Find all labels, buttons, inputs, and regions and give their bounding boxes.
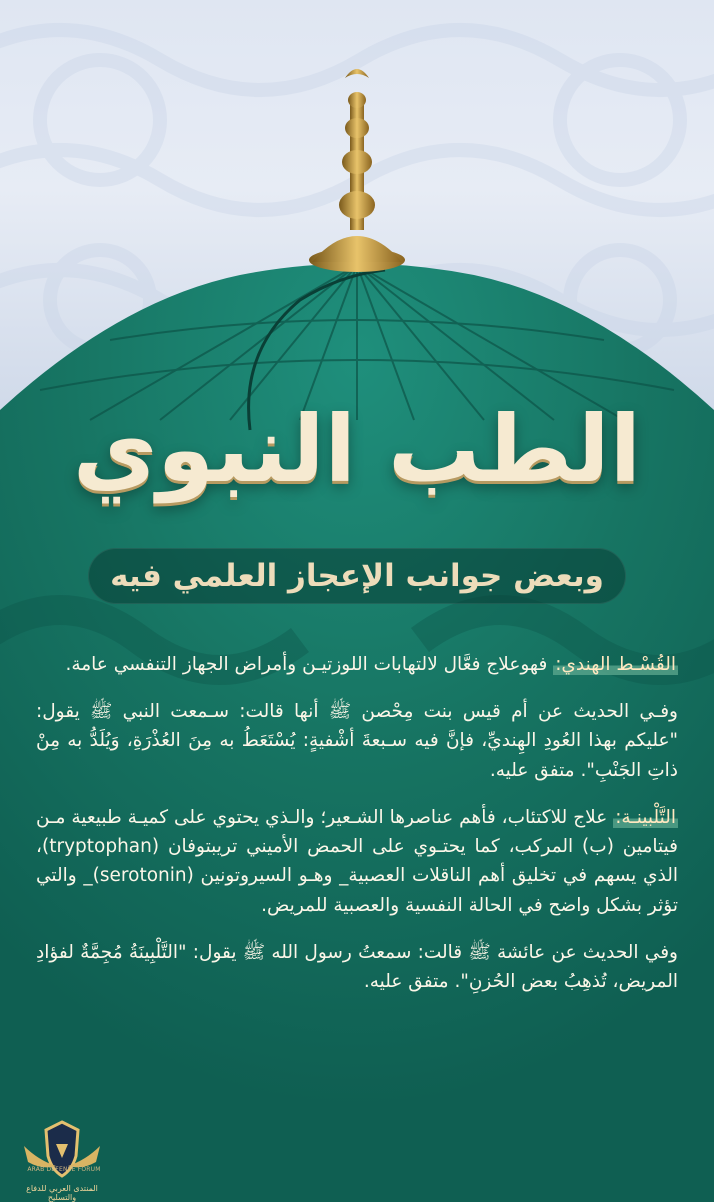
page-subtitle: وبعض جوانب الإعجاز العلمي فيه (110, 558, 604, 594)
paragraph-hadith-2 (36, 938, 678, 996)
article-body (36, 650, 678, 1014)
page-title: الطب النبوي (72, 396, 642, 503)
paragraph-text: علاج للاكتئاب، فأهم عناصرها الشـعير؛ والـذي يحتوي على كميـة طبيعية مـن فيتامين (ب) المركب، كما يحتـوي على الحمض الأميني تريبتوفان (tryptophan)، الذي يسهم في تخليق أهم الناقلات العصبية_ وهـو السيروتونين (serotonin)_ والتي تؤثر بشكل واضح في الحالة النفسية والعصبية للمريض. (36, 806, 678, 916)
logo-brand: ARAB DEFENSE FORUM (27, 1166, 101, 1173)
paragraph-costus (36, 650, 678, 679)
paragraph-text: فهوعلاج فعَّال لالتهابات اللوزتيـن وأمراض الجهاز التنفسي عامة. (65, 654, 554, 675)
paragraph-text: وفـي الحديث عن أم قيس بنت مِحْصن ﷺ أنها قالت: سـمعت النبي ﷺ يقول: "عليكم بهذا العُودِ الهِنديِّ، فإنَّ فيه سـبعةَ أشْفيةٍ: يُسْتَعَطُ به مِنَ العُذْرَةِ، وَيُلَدُّ به مِنْ ذاتِ الجَنْبِ". متفق عليه. (36, 701, 678, 781)
paragraph-talbina (36, 803, 678, 920)
term-talbina: التَّلْبينـة: (615, 806, 676, 828)
logo-name: المنتدى العربي للدفاع والتسليح (26, 1184, 98, 1202)
term-costus: القُسْـط الهندي: (555, 654, 676, 675)
paragraph-hadith-1 (36, 697, 678, 785)
paragraph-text: وفي الحديث عن عائشة ﷺ قالت: سمعتُ رسول الله ﷺ يقول: "التَّلْبِينَةُ مُجِمَّةٌ لفؤادِ المريض، تُذهِبُ بعض الحُزنِ". متفق عليه. (36, 941, 678, 992)
